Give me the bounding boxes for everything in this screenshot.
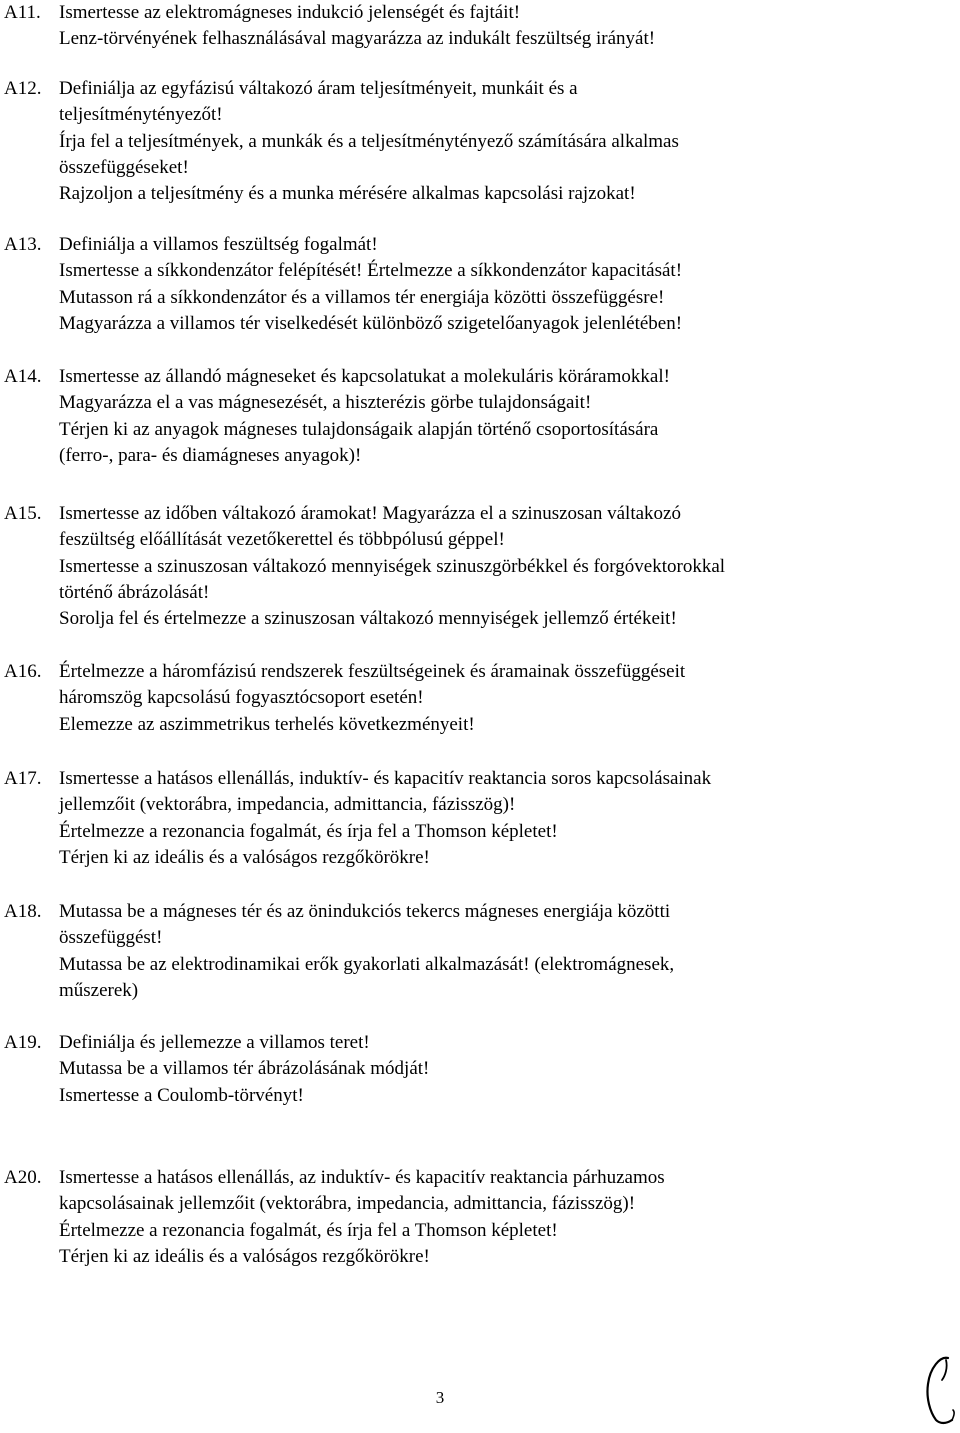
question-text — [59, 659, 919, 738]
signature-icon — [918, 1350, 958, 1430]
question-number: A18. — [4, 901, 42, 922]
question-line: háromszög kapcsolású fogyasztócsoport esetén! — [59, 687, 424, 709]
question-number: A11. — [4, 2, 41, 23]
question-line: Értelmezze a rezonancia fogalmát, és írja fel a Thomson képletet! — [59, 1219, 558, 1241]
question-number: A16. — [4, 661, 42, 682]
question-text — [59, 766, 919, 871]
question-number: A20. — [4, 1167, 42, 1188]
question-line: Mutassa be a mágneses tér és az önindukciós tekercs mágneses energiája közötti — [59, 901, 671, 922]
question-number: A15. — [4, 503, 42, 524]
question-text — [59, 1165, 919, 1270]
question-text — [59, 232, 919, 337]
question-line: történő ábrázolását! — [59, 581, 210, 603]
question-number: A19. — [4, 1032, 42, 1053]
question-line: Mutassa be a villamos tér ábrázolásának módját! — [59, 1058, 430, 1080]
question-line: (ferro-, para- és diamágneses anyagok)! — [59, 444, 362, 466]
question-line: Sorolja fel és értelmezze a szinuszosan váltakozó mennyiségek jellemző értékeit! — [59, 608, 677, 630]
question-line: Ismertesse az időben váltakozó áramokat! Magyarázza el a szinuszosan váltakozó — [59, 503, 681, 524]
question-line: teljesítménytényezőt! — [59, 104, 223, 126]
page-number: 3 — [435, 1388, 445, 1407]
question-line: kapcsolásainak jellemzőit (vektorábra, impedancia, admittancia, fázisszög)! — [59, 1193, 636, 1215]
question-line: Térjen ki az ideális és a valóságos rezgőkörökre! — [59, 846, 430, 868]
question-line: Értelmezze a rezonancia fogalmát, és írja fel a Thomson képletet! — [59, 820, 558, 842]
question-line: Ismertesse a síkkondenzátor felépítését! Értelmezze a síkkondenzátor kapacitását! — [59, 260, 683, 282]
question-line: Lenz-törvényének felhasználásával magyarázza az indukált feszültség irányát! — [59, 28, 656, 50]
question-number: A12. — [4, 78, 42, 99]
question-number: A13. — [4, 234, 42, 255]
question-text — [59, 76, 919, 207]
question-text — [59, 501, 919, 632]
question-line: jellemzőit (vektorábra, impedancia, admittancia, fázisszög)! — [59, 794, 516, 816]
question-line: Ismertesse a hatásos ellenállás, az induktív- és kapacitív reaktancia párhuzamos — [59, 1167, 665, 1188]
question-text — [59, 899, 919, 1004]
question-line: Írja fel a teljesítmények, a munkák és a teljesítménytényező számítására alkalmas — [59, 130, 679, 152]
question-number: A14. — [4, 366, 42, 387]
question-line: Rajzoljon a teljesítmény és a munka mérésére alkalmas kapcsolási rajzokat! — [59, 183, 636, 205]
question-line: Elemezze az aszimmetrikus terhelés következményeit! — [59, 713, 475, 735]
question-line: összefüggést! — [59, 927, 163, 949]
question-line: Definiálja az egyfázisú váltakozó áram teljesítményeit, munkáit és a — [59, 78, 578, 99]
question-text — [59, 1030, 919, 1109]
question-line: Ismertesse a szinuszosan váltakozó mennyiségek szinuszgörbékkel és forgóvektorokkal — [59, 555, 726, 577]
question-line: Ismertesse az állandó mágneseket és kapcsolatukat a molekuláris köráramokkal! — [59, 366, 670, 387]
question-line: Mutasson rá a síkkondenzátor és a villamos tér energiája közötti összefüggésre! — [59, 286, 665, 308]
question-line: Definiálja és jellemezze a villamos teret! — [59, 1032, 370, 1053]
question-line: Ismertesse az elektromágneses indukció jelenségét és fajtáit! — [59, 2, 521, 23]
question-line: Ismertesse a Coulomb-törvényt! — [59, 1084, 304, 1106]
question-line: Térjen ki az anyagok mágneses tulajdonságaik alapján történő csoportosítására — [59, 418, 659, 440]
question-line: Térjen ki az ideális és a valóságos rezgőkörökre! — [59, 1245, 430, 1267]
question-line: Mutassa be az elektrodinamikai erők gyakorlati alkalmazását! (elektromágnesek, — [59, 953, 675, 975]
question-line: Magyarázza el a vas mágnesezését, a hiszterézis görbe tulajdonságait! — [59, 392, 592, 414]
question-text — [59, 0, 919, 53]
question-line: feszültség előállítását vezetőkerettel és többpólusú géppel! — [59, 529, 505, 551]
question-number: A17. — [4, 768, 42, 789]
question-line: Értelmezze a háromfázisú rendszerek feszültségeinek és áramainak összefüggéseit — [59, 661, 686, 682]
question-line: Definiálja a villamos feszültség fogalmát! — [59, 234, 378, 255]
question-line: műszerek) — [59, 979, 139, 1001]
question-line: Ismertesse a hatásos ellenállás, induktív- és kapacitív reaktancia soros kapcsolásainak — [59, 768, 712, 789]
question-line: összefüggéseket! — [59, 156, 189, 178]
question-text — [59, 364, 919, 469]
question-line: Magyarázza a villamos tér viselkedését különböző szigetelőanyagok jelenlétében! — [59, 312, 683, 334]
